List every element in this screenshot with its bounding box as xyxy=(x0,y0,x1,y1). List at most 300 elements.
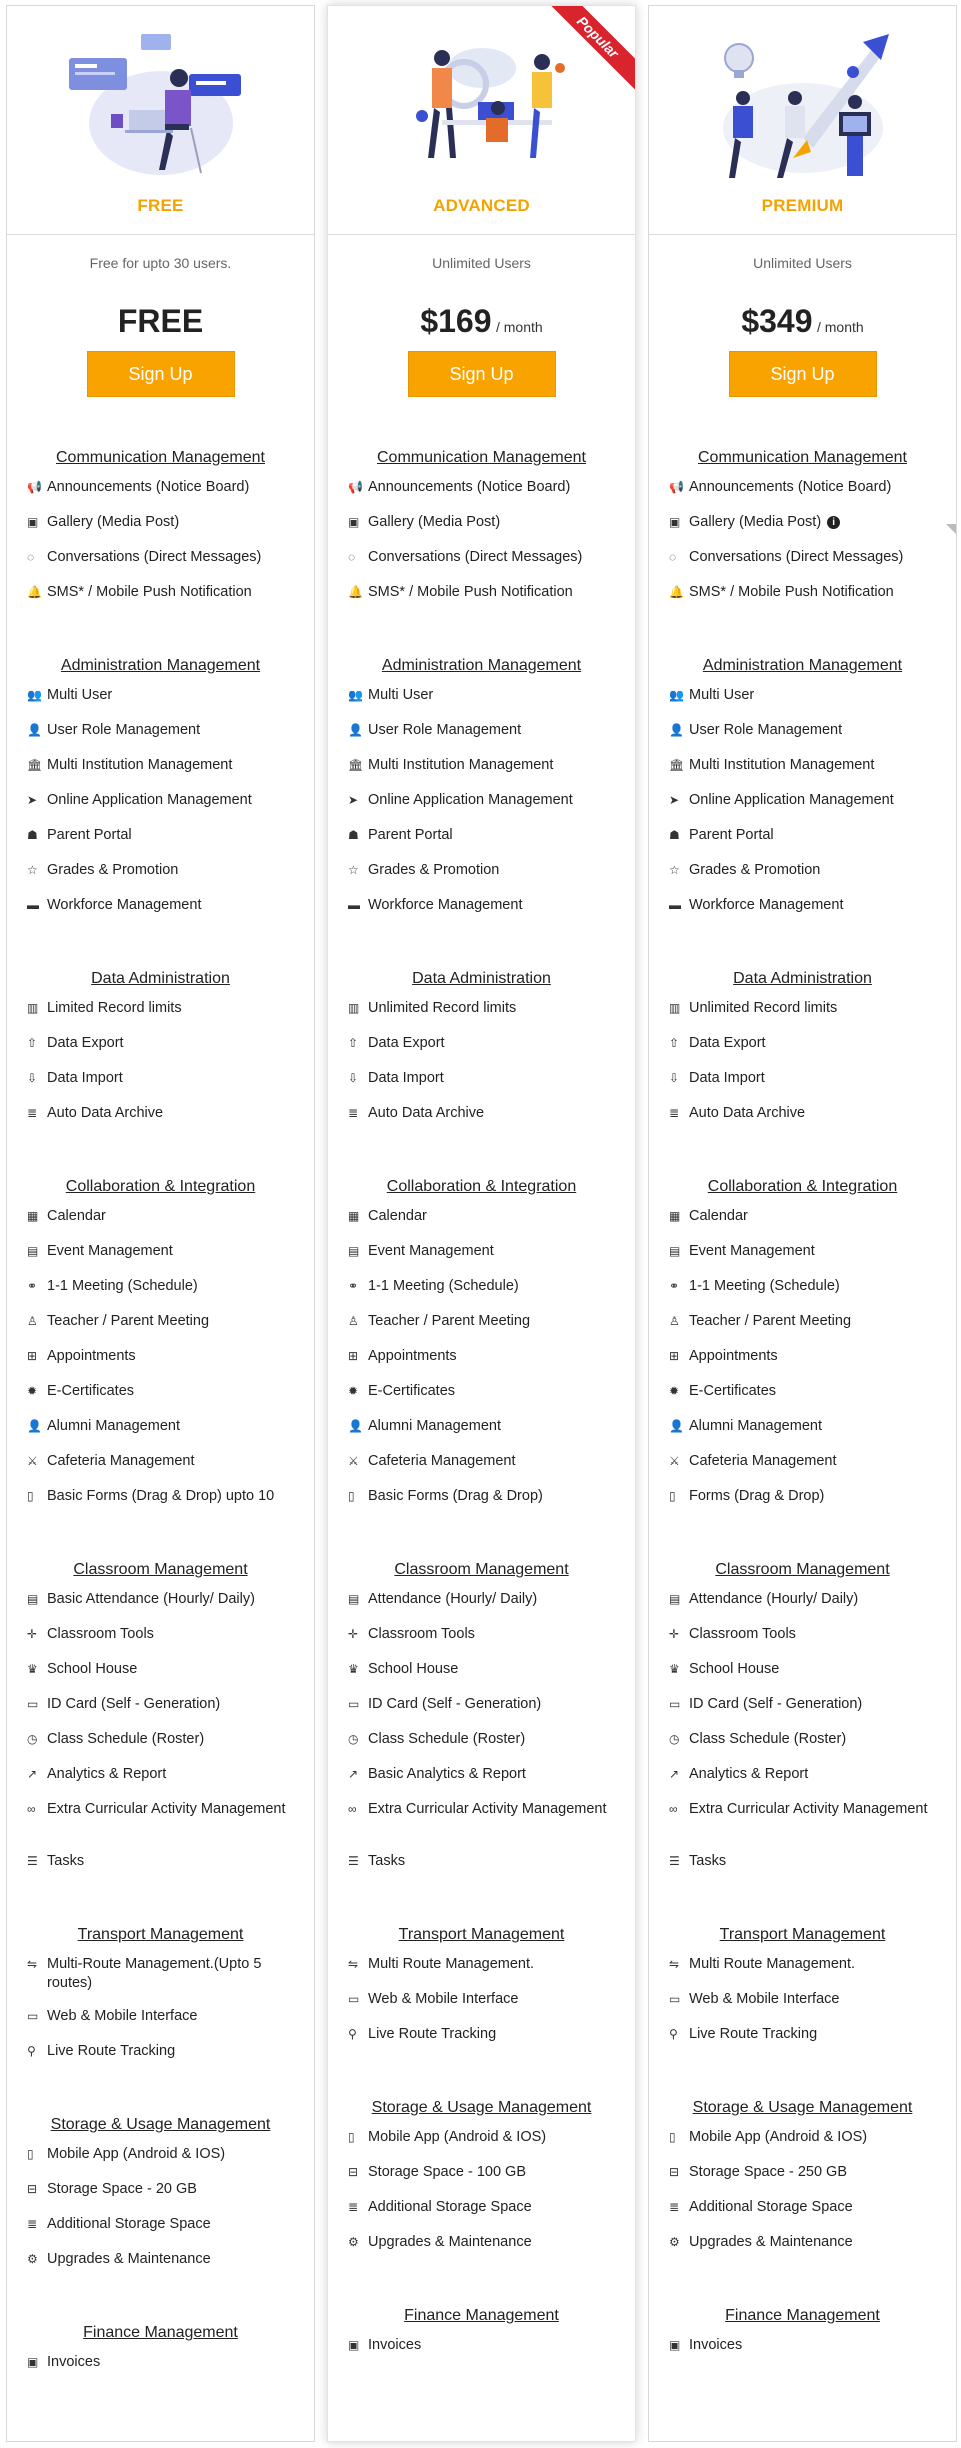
feature-label: Basic Forms (Drag & Drop) upto 10 xyxy=(47,1488,275,1504)
feature-label: Online Application Management xyxy=(689,792,894,808)
image-icon: ▣ xyxy=(348,515,360,529)
id-card-icon: ▭ xyxy=(27,1697,39,1711)
feature-item xyxy=(328,1660,635,1695)
section-title: Finance Management xyxy=(83,2324,238,2341)
feature-label: Multi Institution Management xyxy=(368,757,554,773)
line-chart-icon: ↗ xyxy=(669,1767,680,1781)
feature-item xyxy=(328,1990,635,2025)
bar-chart-icon: ▥ xyxy=(27,1001,39,1015)
feature-label: Calendar xyxy=(47,1208,106,1224)
feature-label: Conversations (Direct Messages) xyxy=(689,549,904,565)
feature-label: Tasks xyxy=(689,1853,727,1869)
feature-label: Upgrades & Maintenance xyxy=(47,2251,211,2267)
feature-item xyxy=(328,2128,635,2163)
feature-item xyxy=(328,1207,635,1242)
feature-item xyxy=(7,896,314,931)
plan-price xyxy=(7,301,314,341)
feature-label: School House xyxy=(47,1661,138,1677)
feature-item xyxy=(328,1765,635,1800)
upload-icon: ⇧ xyxy=(27,1036,38,1050)
megaphone-icon: 📢 xyxy=(669,480,684,494)
feature-section xyxy=(328,1923,635,2060)
feature-section xyxy=(649,2096,956,2268)
feature-label: Web & Mobile Interface xyxy=(47,2008,198,2024)
feature-label: Web & Mobile Interface xyxy=(368,1991,519,2007)
feature-label: Appointments xyxy=(47,1348,136,1364)
megaphone-icon: 📢 xyxy=(27,480,42,494)
feature-label: Extra Curricular Activity Management xyxy=(47,1801,286,1817)
cutlery-icon: ⚔ xyxy=(348,1454,359,1468)
feature-section xyxy=(649,967,956,1139)
feature-item xyxy=(7,1487,314,1522)
feature-item xyxy=(7,1417,314,1452)
feature-item xyxy=(328,1625,635,1660)
feature-label: Classroom Tools xyxy=(368,1626,475,1642)
feature-item xyxy=(7,686,314,721)
user-icon: 👤 xyxy=(348,723,363,737)
download-icon: ⇩ xyxy=(348,1071,359,1085)
section-title: Storage & Usage Management xyxy=(371,2099,592,2116)
feature-label: Alumni Management xyxy=(368,1418,501,1434)
database-icon: ≣ xyxy=(348,2200,359,2214)
feature-item xyxy=(649,2128,956,2163)
tasks-icon: ☰ xyxy=(669,1854,680,1868)
feature-item xyxy=(328,1852,635,1887)
feature-item xyxy=(7,1207,314,1242)
feature-sections xyxy=(649,446,956,2371)
mobile-icon: ▯ xyxy=(27,2147,34,2161)
user-icon: 👤 xyxy=(27,1419,42,1433)
plan-name: FREE xyxy=(137,196,184,215)
feature-section xyxy=(649,654,956,931)
feature-label: ID Card (Self - Generation) xyxy=(689,1696,863,1712)
feature-label: Workforce Management xyxy=(689,897,844,913)
feature-item xyxy=(649,583,956,618)
upload-icon: ⇧ xyxy=(348,1036,359,1050)
user-icon: 👤 xyxy=(669,723,684,737)
feature-label: Appointments xyxy=(689,1348,778,1364)
feature-label: Cafeteria Management xyxy=(368,1453,516,1469)
feature-item xyxy=(649,1487,956,1522)
feature-item xyxy=(649,1695,956,1730)
clock-icon: ◷ xyxy=(27,1732,38,1746)
hdd-icon: ⊟ xyxy=(669,2165,680,2179)
feature-item xyxy=(328,1590,635,1625)
feature-item xyxy=(7,583,314,618)
trophy-icon: ♛ xyxy=(27,1662,38,1676)
feature-label: Parent Portal xyxy=(689,827,774,843)
feature-item xyxy=(7,1069,314,1104)
feature-label: Gallery (Media Post) xyxy=(47,514,180,530)
feature-section xyxy=(328,1175,635,1522)
feature-label: Upgrades & Maintenance xyxy=(689,2234,853,2250)
feature-section xyxy=(7,1558,314,1887)
feature-item xyxy=(649,1104,956,1139)
feature-label: Online Application Management xyxy=(368,792,573,808)
person-icon: ♙ xyxy=(669,1314,680,1328)
feature-label: Mobile App (Android & IOS) xyxy=(368,2129,547,2145)
feature-section xyxy=(7,967,314,1139)
price-amount: FREE xyxy=(117,303,204,339)
feature-label: Extra Curricular Activity Management xyxy=(689,1801,928,1817)
section-title: Administration Management xyxy=(60,657,261,674)
feature-item xyxy=(649,999,956,1034)
clock-icon: ◷ xyxy=(348,1732,359,1746)
feature-label: Additional Storage Space xyxy=(689,2199,853,2215)
feature-item xyxy=(328,2198,635,2233)
link-icon: ∞ xyxy=(348,1802,357,1816)
feature-section xyxy=(328,2096,635,2268)
feature-item xyxy=(7,1382,314,1417)
sign-up-button[interactable]: Sign Up xyxy=(408,351,556,397)
tasks-icon: ☰ xyxy=(348,1854,359,1868)
trophy-icon: ♛ xyxy=(348,1662,359,1676)
feature-item xyxy=(649,548,956,583)
feature-item xyxy=(7,2145,314,2180)
comment-icon: ◌ xyxy=(348,550,356,564)
certificate-icon: ✹ xyxy=(348,1384,359,1398)
calendar-check-icon: ▤ xyxy=(27,1244,39,1258)
feature-label: Teacher / Parent Meeting xyxy=(47,1313,210,1329)
feature-section xyxy=(328,1558,635,1887)
feature-item xyxy=(649,1034,956,1069)
cutlery-icon: ⚔ xyxy=(669,1454,680,1468)
cogs-icon: ⚙ xyxy=(27,2252,38,2266)
feature-item xyxy=(328,2336,635,2371)
feature-item xyxy=(7,548,314,583)
briefcase-icon: ▬ xyxy=(348,898,360,912)
feature-item xyxy=(328,1695,635,1730)
feature-label: User Role Management xyxy=(689,722,843,738)
feature-item xyxy=(649,1955,956,1990)
feature-label: Multi User xyxy=(368,687,434,703)
feature-item xyxy=(7,1695,314,1730)
section-title: Transport Management xyxy=(719,1926,886,1943)
plan-header xyxy=(7,6,314,235)
feature-label: Calendar xyxy=(368,1208,427,1224)
feature-item xyxy=(328,478,635,513)
users-icon: 👥 xyxy=(27,688,42,702)
section-title: Data Administration xyxy=(733,970,872,987)
feature-item xyxy=(7,1452,314,1487)
feature-item xyxy=(649,1765,956,1800)
handshake-icon: ⚭ xyxy=(669,1279,680,1293)
feature-label: Mobile App (Android & IOS) xyxy=(689,2129,868,2145)
cutlery-icon: ⚔ xyxy=(27,1454,38,1468)
users-icon: 👥 xyxy=(669,688,684,702)
feature-label: Auto Data Archive xyxy=(47,1105,164,1121)
feature-label: Multi-Route Management.(Upto 5 routes) xyxy=(47,1956,262,1991)
feature-item xyxy=(7,1347,314,1382)
database-icon: ≣ xyxy=(669,1106,680,1120)
plan-advanced xyxy=(327,5,636,2442)
person-icon: ♙ xyxy=(27,1314,38,1328)
feature-label: Unlimited Record limits xyxy=(689,1000,838,1016)
feature-item xyxy=(328,896,635,931)
user-icon: 👤 xyxy=(27,723,42,737)
feature-label: Basic Analytics & Report xyxy=(368,1766,526,1782)
feature-label: Multi Route Management. xyxy=(689,1956,856,1972)
feature-item xyxy=(7,1955,314,2007)
feature-label: Alumni Management xyxy=(689,1418,822,1434)
feature-label: SMS* / Mobile Push Notification xyxy=(368,584,573,600)
comment-icon: ◌ xyxy=(27,550,35,564)
feature-item xyxy=(328,1242,635,1277)
star-icon: ☆ xyxy=(348,863,359,877)
feature-item xyxy=(328,1382,635,1417)
desktop-icon: ▭ xyxy=(348,1992,360,2006)
feature-label: Web & Mobile Interface xyxy=(689,1991,840,2007)
child-icon: ☗ xyxy=(27,828,38,842)
feature-label: Class Schedule (Roster) xyxy=(47,1731,205,1747)
feature-item xyxy=(7,1277,314,1312)
feature-label: Announcements (Notice Board) xyxy=(368,479,571,495)
database-icon: ≣ xyxy=(27,1106,38,1120)
feature-item xyxy=(7,721,314,756)
feature-label: Analytics & Report xyxy=(47,1766,167,1782)
bar-chart-icon: ▥ xyxy=(669,1001,681,1015)
section-title: Collaboration & Integration xyxy=(386,1178,577,1195)
calendar-check-icon: ▤ xyxy=(669,1244,681,1258)
signpost-icon: ⇋ xyxy=(669,1957,680,1971)
cogs-icon: ⚙ xyxy=(669,2235,680,2249)
feature-label: Invoices xyxy=(689,2337,743,2353)
feature-item xyxy=(649,2233,956,2268)
corner-marker xyxy=(946,524,956,534)
plan-users-note: Unlimited Users xyxy=(432,255,531,271)
section-title: Data Administration xyxy=(91,970,230,987)
feature-item xyxy=(328,686,635,721)
feature-label: Data Export xyxy=(368,1035,445,1051)
feature-label: Storage Space - 100 GB xyxy=(368,2164,526,2180)
feature-section xyxy=(7,2113,314,2285)
bell-icon: 🔔 xyxy=(27,585,42,599)
feature-item xyxy=(328,1312,635,1347)
calendar-plus-icon: ⊞ xyxy=(669,1349,680,1363)
line-chart-icon: ↗ xyxy=(27,1767,38,1781)
feature-label: Conversations (Direct Messages) xyxy=(368,549,583,565)
feature-item xyxy=(649,1277,956,1312)
feature-item xyxy=(649,896,956,931)
feature-item xyxy=(7,478,314,513)
feature-label: Online Application Management xyxy=(47,792,252,808)
feature-item xyxy=(649,1312,956,1347)
feature-label: Auto Data Archive xyxy=(368,1105,485,1121)
signpost-icon: ⇋ xyxy=(348,1957,359,1971)
feature-label: Mobile App (Android & IOS) xyxy=(47,2146,226,2162)
feature-item xyxy=(7,2007,314,2042)
plan-users-note: Unlimited Users xyxy=(753,255,852,271)
plan-price xyxy=(328,301,635,341)
section-title: Classroom Management xyxy=(73,1561,248,1578)
plan-name: ADVANCED xyxy=(433,196,530,215)
section-title: Storage & Usage Management xyxy=(50,2116,271,2133)
feature-item xyxy=(7,1034,314,1069)
feature-item xyxy=(7,1104,314,1139)
feature-label: 1-1 Meeting (Schedule) xyxy=(47,1278,198,1294)
arrows-icon: ✛ xyxy=(27,1627,38,1641)
feature-item xyxy=(649,1660,956,1695)
plan-free xyxy=(6,5,315,2442)
feature-item xyxy=(328,1730,635,1765)
feature-label: Basic Attendance (Hourly/ Daily) xyxy=(47,1591,255,1607)
feature-label: Announcements (Notice Board) xyxy=(47,479,250,495)
money-icon: ▣ xyxy=(348,2338,360,2352)
feature-item xyxy=(649,2198,956,2233)
feature-label: Classroom Tools xyxy=(689,1626,796,1642)
feature-item xyxy=(328,1347,635,1382)
calendar-check-icon: ▤ xyxy=(669,1592,681,1606)
id-card-icon: ▭ xyxy=(348,1697,360,1711)
feature-item xyxy=(328,2163,635,2198)
feature-item xyxy=(649,756,956,791)
feature-section xyxy=(649,1558,956,1887)
feature-item xyxy=(7,1590,314,1625)
feature-label: Analytics & Report xyxy=(689,1766,809,1782)
feature-label: Appointments xyxy=(368,1348,457,1364)
pointer-icon: ➤ xyxy=(348,793,359,807)
feature-section xyxy=(649,1175,956,1522)
institution-icon: 🏛 xyxy=(348,758,364,772)
feature-item xyxy=(328,1277,635,1312)
feature-label: Data Import xyxy=(47,1070,123,1086)
section-title: Finance Management xyxy=(725,2307,880,2324)
feature-item xyxy=(7,1800,314,1852)
plan-users-note: Free for upto 30 users. xyxy=(89,255,232,271)
feature-item xyxy=(649,1207,956,1242)
feature-label: Class Schedule (Roster) xyxy=(689,1731,847,1747)
feature-label: Workforce Management xyxy=(47,897,202,913)
certificate-icon: ✹ xyxy=(27,1384,38,1398)
mobile-icon: ▯ xyxy=(348,2130,355,2144)
feature-item xyxy=(328,513,635,548)
hdd-icon: ⊟ xyxy=(348,2165,359,2179)
feature-item xyxy=(649,1852,956,1887)
feature-label: 1-1 Meeting (Schedule) xyxy=(689,1278,840,1294)
feature-label: Grades & Promotion xyxy=(689,862,821,878)
feature-item xyxy=(649,2163,956,2198)
feature-item xyxy=(649,1347,956,1382)
feature-item xyxy=(328,999,635,1034)
feature-label: Class Schedule (Roster) xyxy=(368,1731,526,1747)
feature-label: E-Certificates xyxy=(368,1383,456,1399)
feature-item xyxy=(7,1312,314,1347)
feature-item xyxy=(7,2353,314,2388)
feature-label: Tasks xyxy=(47,1853,85,1869)
feature-item xyxy=(328,1452,635,1487)
feature-item xyxy=(328,1417,635,1452)
feature-label: Upgrades & Maintenance xyxy=(368,2234,532,2250)
feature-sections xyxy=(7,446,314,2388)
feature-item xyxy=(649,826,956,861)
plan-illustration xyxy=(703,28,903,188)
section-title: Storage & Usage Management xyxy=(692,2099,913,2116)
feature-item xyxy=(7,791,314,826)
feature-section xyxy=(649,2304,956,2371)
feature-label: Unlimited Record limits xyxy=(368,1000,517,1016)
info-icon[interactable]: i xyxy=(827,516,840,529)
comment-icon: ◌ xyxy=(669,550,677,564)
feature-section xyxy=(649,446,956,618)
feature-label: Multi Institution Management xyxy=(689,757,875,773)
star-icon: ☆ xyxy=(27,863,38,877)
feature-item xyxy=(649,861,956,896)
feature-item xyxy=(7,826,314,861)
plan-header xyxy=(328,6,635,235)
feature-section xyxy=(7,446,314,618)
section-title: Classroom Management xyxy=(715,1561,890,1578)
price-period: / month xyxy=(495,319,543,335)
feature-item xyxy=(328,1034,635,1069)
feature-label: ID Card (Self - Generation) xyxy=(368,1696,542,1712)
user-icon: 👤 xyxy=(348,1419,363,1433)
feature-item xyxy=(328,756,635,791)
feature-label: Live Route Tracking xyxy=(689,2026,818,2042)
feature-label: Storage Space - 20 GB xyxy=(47,2181,197,2197)
feature-label: Multi Institution Management xyxy=(47,757,233,773)
link-icon: ∞ xyxy=(27,1802,36,1816)
feature-item xyxy=(328,1955,635,1990)
feature-section xyxy=(7,1175,314,1522)
price-amount: $169 xyxy=(420,303,492,339)
feature-item xyxy=(649,1990,956,2025)
image-icon: ▣ xyxy=(27,515,39,529)
feature-label: Calendar xyxy=(689,1208,748,1224)
feature-label: Additional Storage Space xyxy=(368,2199,532,2215)
calendar-check-icon: ▤ xyxy=(348,1592,360,1606)
feature-item xyxy=(7,756,314,791)
feature-label: Additional Storage Space xyxy=(47,2216,211,2232)
feature-item xyxy=(649,1800,956,1852)
feature-label: Live Route Tracking xyxy=(47,2043,176,2059)
feature-label: Tasks xyxy=(368,1853,406,1869)
feature-item xyxy=(649,1382,956,1417)
section-title: Transport Management xyxy=(398,1926,565,1943)
sign-up-button[interactable]: Sign Up xyxy=(87,351,235,397)
feature-item xyxy=(649,686,956,721)
section-title: Transport Management xyxy=(77,1926,244,1943)
briefcase-icon: ▬ xyxy=(27,898,39,912)
line-chart-icon: ↗ xyxy=(348,1767,359,1781)
sign-up-button[interactable]: Sign Up xyxy=(729,351,877,397)
section-title: Communication Management xyxy=(56,449,265,466)
feature-label: School House xyxy=(689,1661,780,1677)
feature-label: Classroom Tools xyxy=(47,1626,154,1642)
institution-icon: 🏛 xyxy=(27,758,43,772)
file-icon: ▯ xyxy=(27,1489,34,1503)
feature-label: Data Import xyxy=(368,1070,444,1086)
feature-sections xyxy=(328,446,635,2371)
calendar-plus-icon: ⊞ xyxy=(27,1349,38,1363)
calendar-icon: ▦ xyxy=(348,1209,360,1223)
link-icon: ∞ xyxy=(669,1802,678,1816)
upload-icon: ⇧ xyxy=(669,1036,680,1050)
feature-item xyxy=(328,548,635,583)
feature-section xyxy=(7,654,314,931)
handshake-icon: ⚭ xyxy=(27,1279,38,1293)
feature-item xyxy=(7,1660,314,1695)
feature-item xyxy=(328,2025,635,2060)
calendar-icon: ▦ xyxy=(27,1209,39,1223)
feature-label: Data Import xyxy=(689,1070,765,1086)
database-icon: ≣ xyxy=(348,1106,359,1120)
feature-item xyxy=(649,1625,956,1660)
pointer-icon: ➤ xyxy=(27,793,38,807)
feature-label: Attendance (Hourly/ Daily) xyxy=(368,1591,538,1607)
feature-label: Event Management xyxy=(689,1243,815,1259)
feature-item xyxy=(7,1765,314,1800)
map-marker-icon: ⚲ xyxy=(27,2044,36,2058)
